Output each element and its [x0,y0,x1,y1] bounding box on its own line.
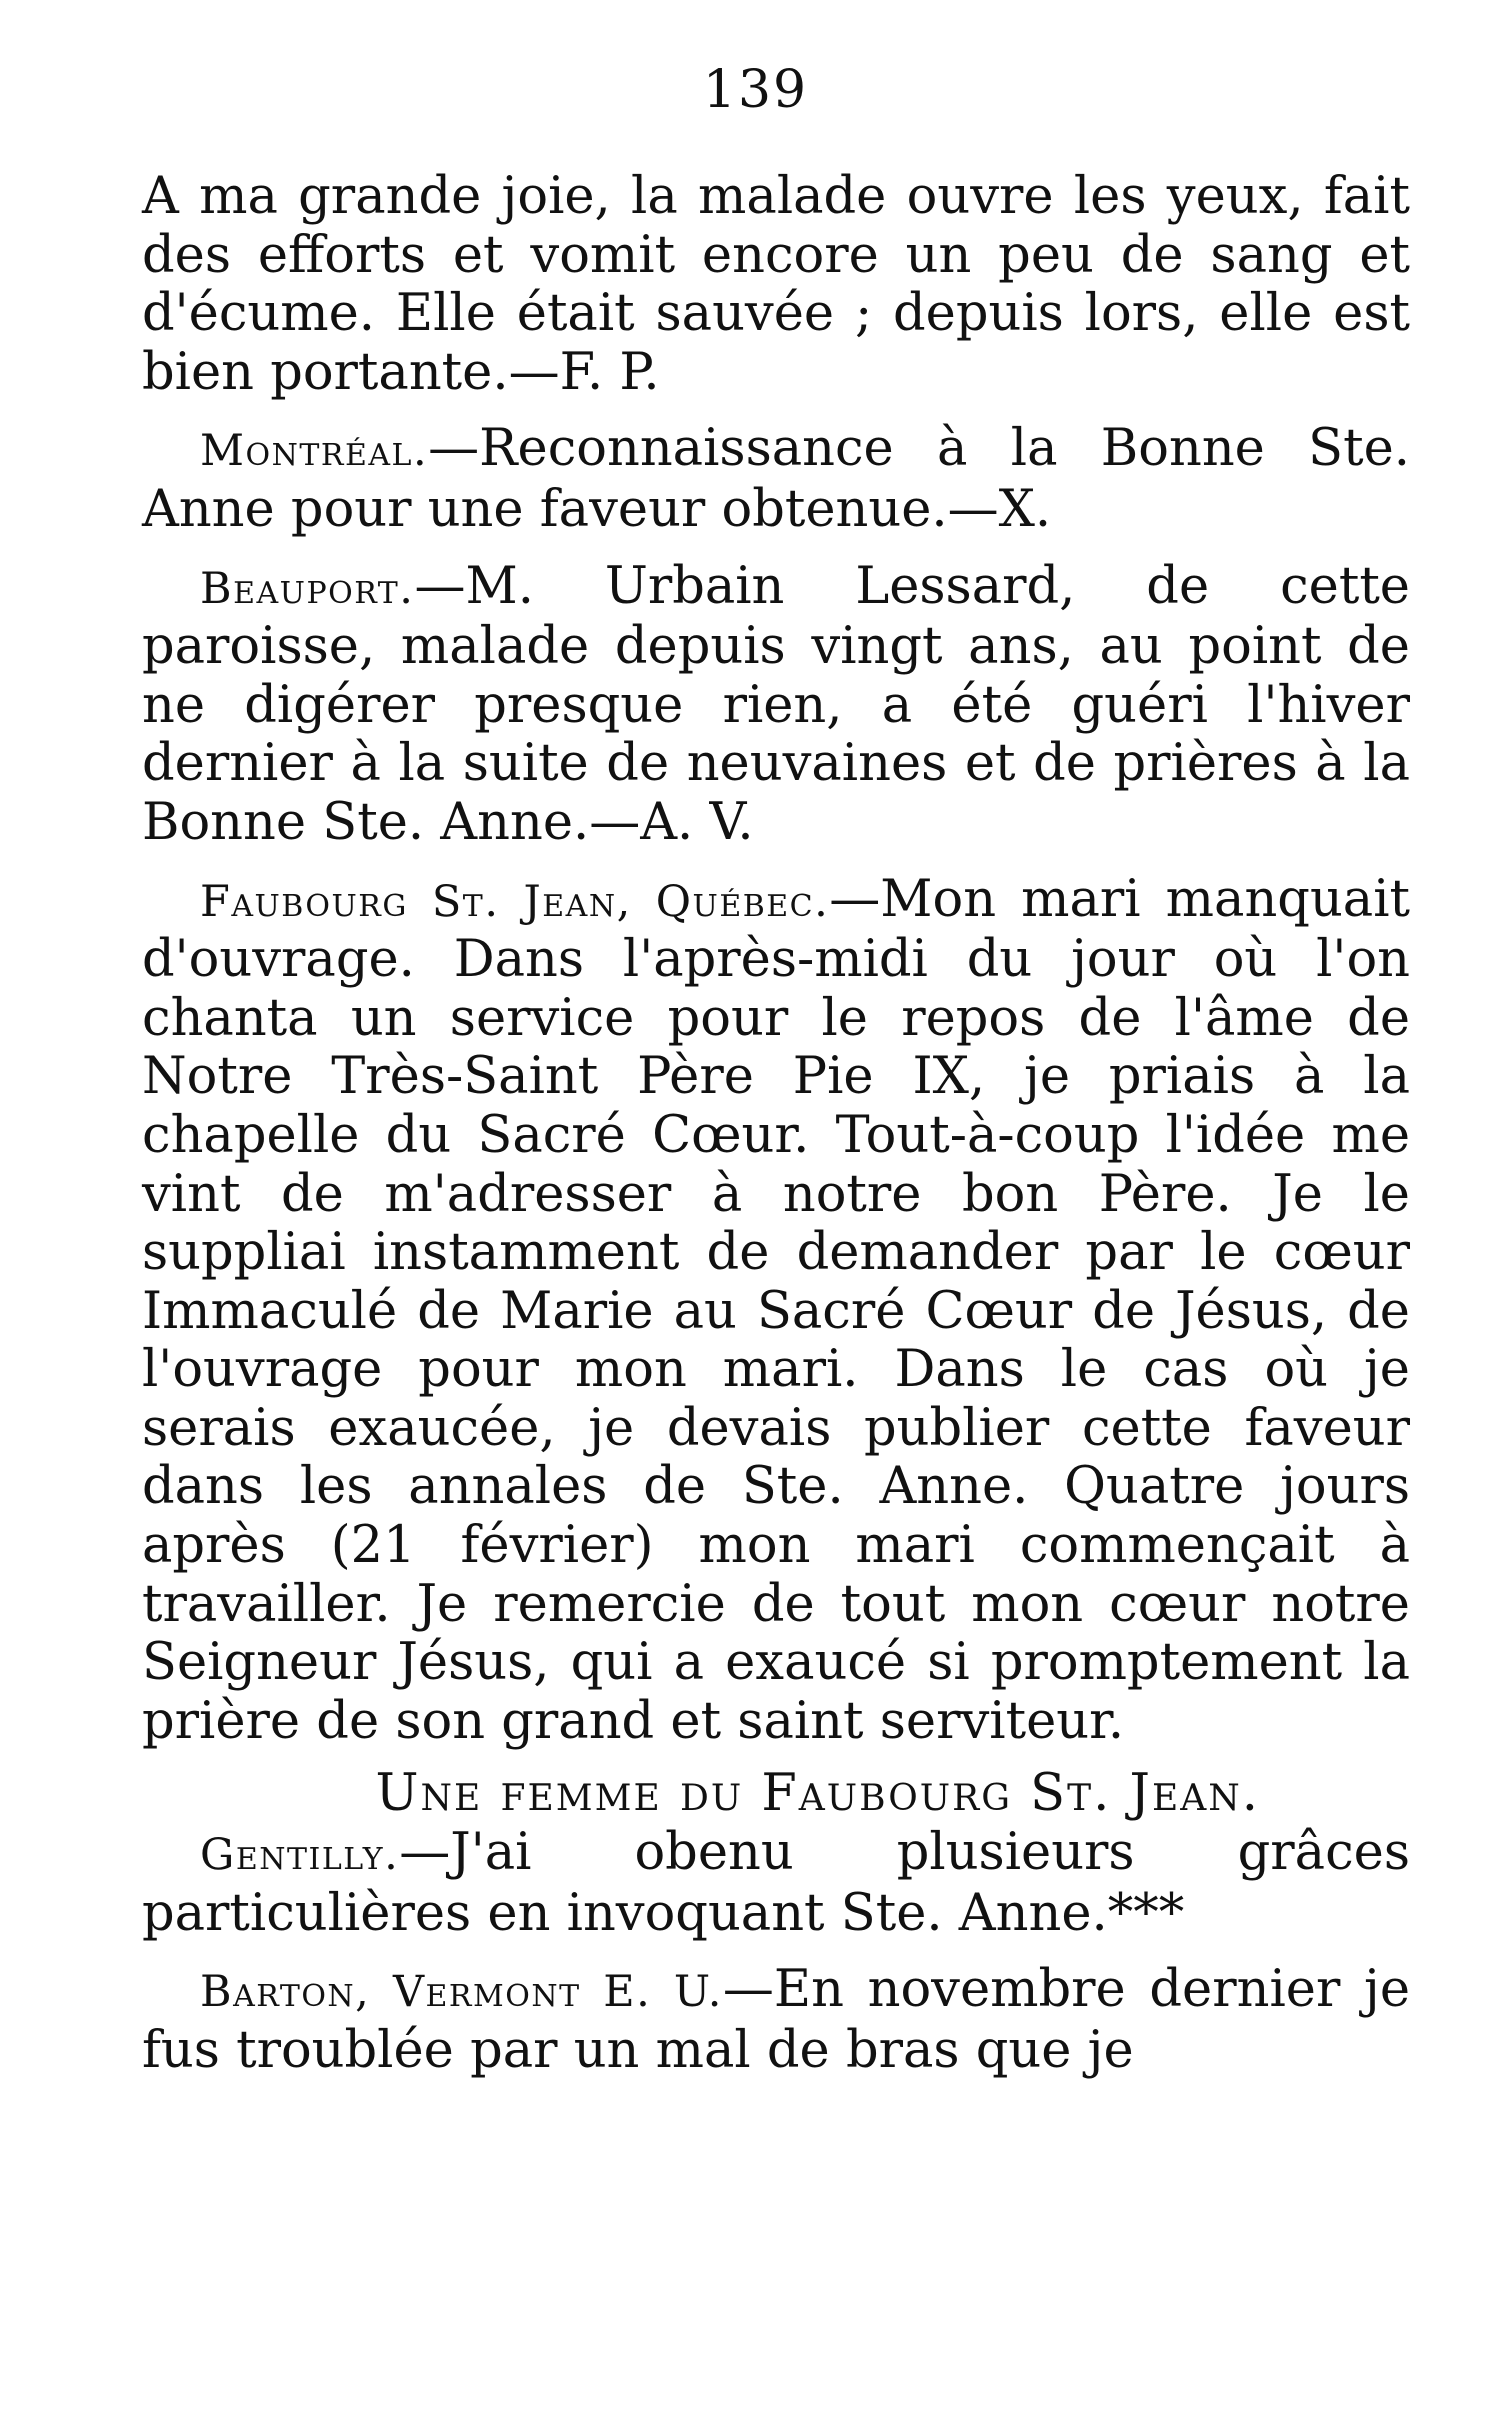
entry-place: Montréal. [200,426,429,477]
entry-text: —Reconnaissance à la Bonne Ste. Anne pour une faveur obtenue.—X. [142,419,1410,539]
signature: Une femme du Faubourg St. Jean. [375,1764,1260,1824]
entry-montreal [142,420,1410,539]
entry-text: A ma grande joie, la malade ouvre les yeux, fait des efforts et vomit encore un peu de sang et d'écume. Elle était sauvée ; depuis lors, elle est bien portante.—F. P. [142,167,1410,402]
entry-text: —En novembre dernier je fus troublée par un mal de bras que je [142,1960,1411,2080]
page-number: 139 [702,60,809,120]
entry-gentilly [142,1824,1410,1943]
entry-place: Gentilly. [200,1830,400,1881]
page-body [142,168,1410,2080]
entry-faubourg-st-jean [142,871,1410,1752]
entry-text: —J'ai obenu plusieurs grâces particulières en invoquant Ste. Anne.*** [142,1823,1410,1943]
entry-barton-vermont [142,1961,1410,2080]
entry-continuation [142,168,1410,402]
entry-beauport [142,558,1410,853]
entry-place: Barton, Vermont E. U. [200,1967,723,2018]
entry-place: Faubourg St. Jean, Québec. [200,876,830,927]
entry-place: Beauport. [200,563,415,614]
entry-text: —M. Urbain Lessard, de cette paroisse, malade depuis vingt ans, au point de ne digérer presque rien, a été guéri l'hiver dernier à la suite de neuvaines et de prières à la Bonne Ste. Anne.—A. V. [142,556,1410,852]
entry-text: —Mon mari manquait d'ouvrage. Dans l'après-midi du jour où l'on chanta un service pour le repos de l'âme de Notre Très-Saint Père Pie IX, je priais à la chapelle du Sacré Cœur. Tout-à-coup l'idée me vint de m'adresser à notre bon Père. Je le suppliai instamment de demander par le cœur Immaculé de Marie au Sacré Cœur de Jésus, de l'ouvrage pour mon mari. Dans le cas où je serais exaucée, je devais publier cette faveur dans les annales de Ste. Anne. Quatre jours après (21 février) mon mari commençait à travailler. Je remercie de tout mon cœur notre Seigneur Jésus, qui a exaucé si promptement la prière de son grand et saint serviteur. [142,869,1411,1751]
